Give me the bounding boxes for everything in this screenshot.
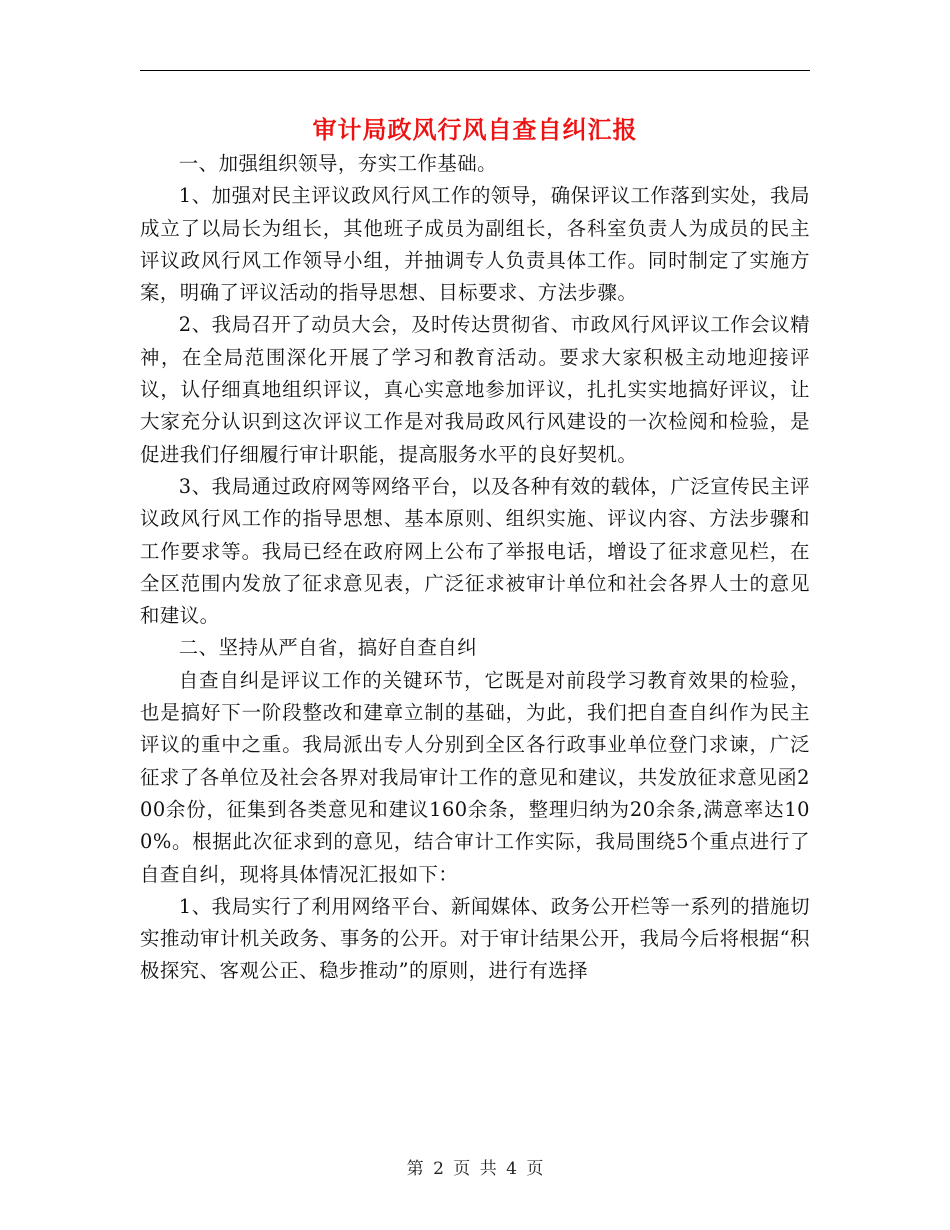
footer-prefix: 第: [406, 1159, 424, 1179]
paragraph-3: 3、我局通过政府网等网络平台，以及各种有效的载体，广泛宣传民主评议政风行风工作的指导思想、基本原则、组织实施、评议内容、方法步骤和工作要求等。我局已经在政府网上公布了举报电话，增设了征求意见栏，在全区范围内发放了征求意见表，广泛征求被审计单位和社会各界人士的意见和建议。: [140, 474, 810, 628]
footer-total-pages: 4: [506, 1159, 517, 1179]
section-heading-1: 一、加强组织领导，夯实工作基础。: [178, 152, 498, 175]
document-body: [140, 148, 810, 988]
footer-suffix: 页: [526, 1159, 544, 1179]
document-title: 审计局政风行风自查自纠汇报: [312, 115, 638, 144]
paragraph-5: 1、我局实行了利用网络平台、新闻媒体、政务公开栏等一系列的措施切实推动审计机关政务、事务的公开。对于审计结果公开，我局今后将根据“积极探究、客观公正、稳步推动”的原则，进行有选择: [140, 894, 810, 983]
page-footer: [0, 1154, 950, 1179]
section-heading-2: 二、坚持从严自省，搞好自查自纠: [178, 636, 478, 660]
header-rule: [140, 70, 810, 71]
paragraph-2: 2、我局召开了动员大会，及时传达贯彻省、市政风行风评议工作会议精神，在全局范围深化开展了学习和教育活动。要求大家积极主动地迎接评议，认仔细真地组织评议，真心实意地参加评议，扎扎实实地搞好评议，让大家充分认识到这次评议工作是对我局政风行风建设的一次检阅和检验，是促进我们仔细履行审计职能，提高服务水平的良好契机。: [140, 313, 810, 466]
footer-current-page: 2: [433, 1159, 444, 1179]
footer-page-label: 页: [453, 1159, 471, 1179]
footer-total-label: 共: [479, 1159, 497, 1179]
paragraph-1: 1、加强对民主评议政风行风工作的领导，确保评议工作落到实处，我局成立了以局长为组长，其他班子成员为副组长，各科室负责人为成员的民主评议政风行风工作领导小组，并抽调专人负责具体工作。同时制定了实施方案，明确了评议活动的指导思想、目标要求、方法步骤。: [140, 184, 810, 305]
paragraph-4: 自查自纠是评议工作的关键环节，它既是对前段学习教育效果的检验，也是搞好下一阶段整改和建章立制的基础，为此，我们把自查自纠作为民主评议的重中之重。我局派出专人分别到全区各行政事业单位登门求谏，广泛征求了各单位及社会各界对我局审计工作的意见和建议，共发放征求意见函200余份，征集到各类意见和建议160余条，整理归纳为20余条,满意率达100%。根据此次征求到的意见，结合审计工作实际，我局围绕5个重点进行了自查自纠，现将具体情况汇报如下：: [140, 668, 810, 886]
